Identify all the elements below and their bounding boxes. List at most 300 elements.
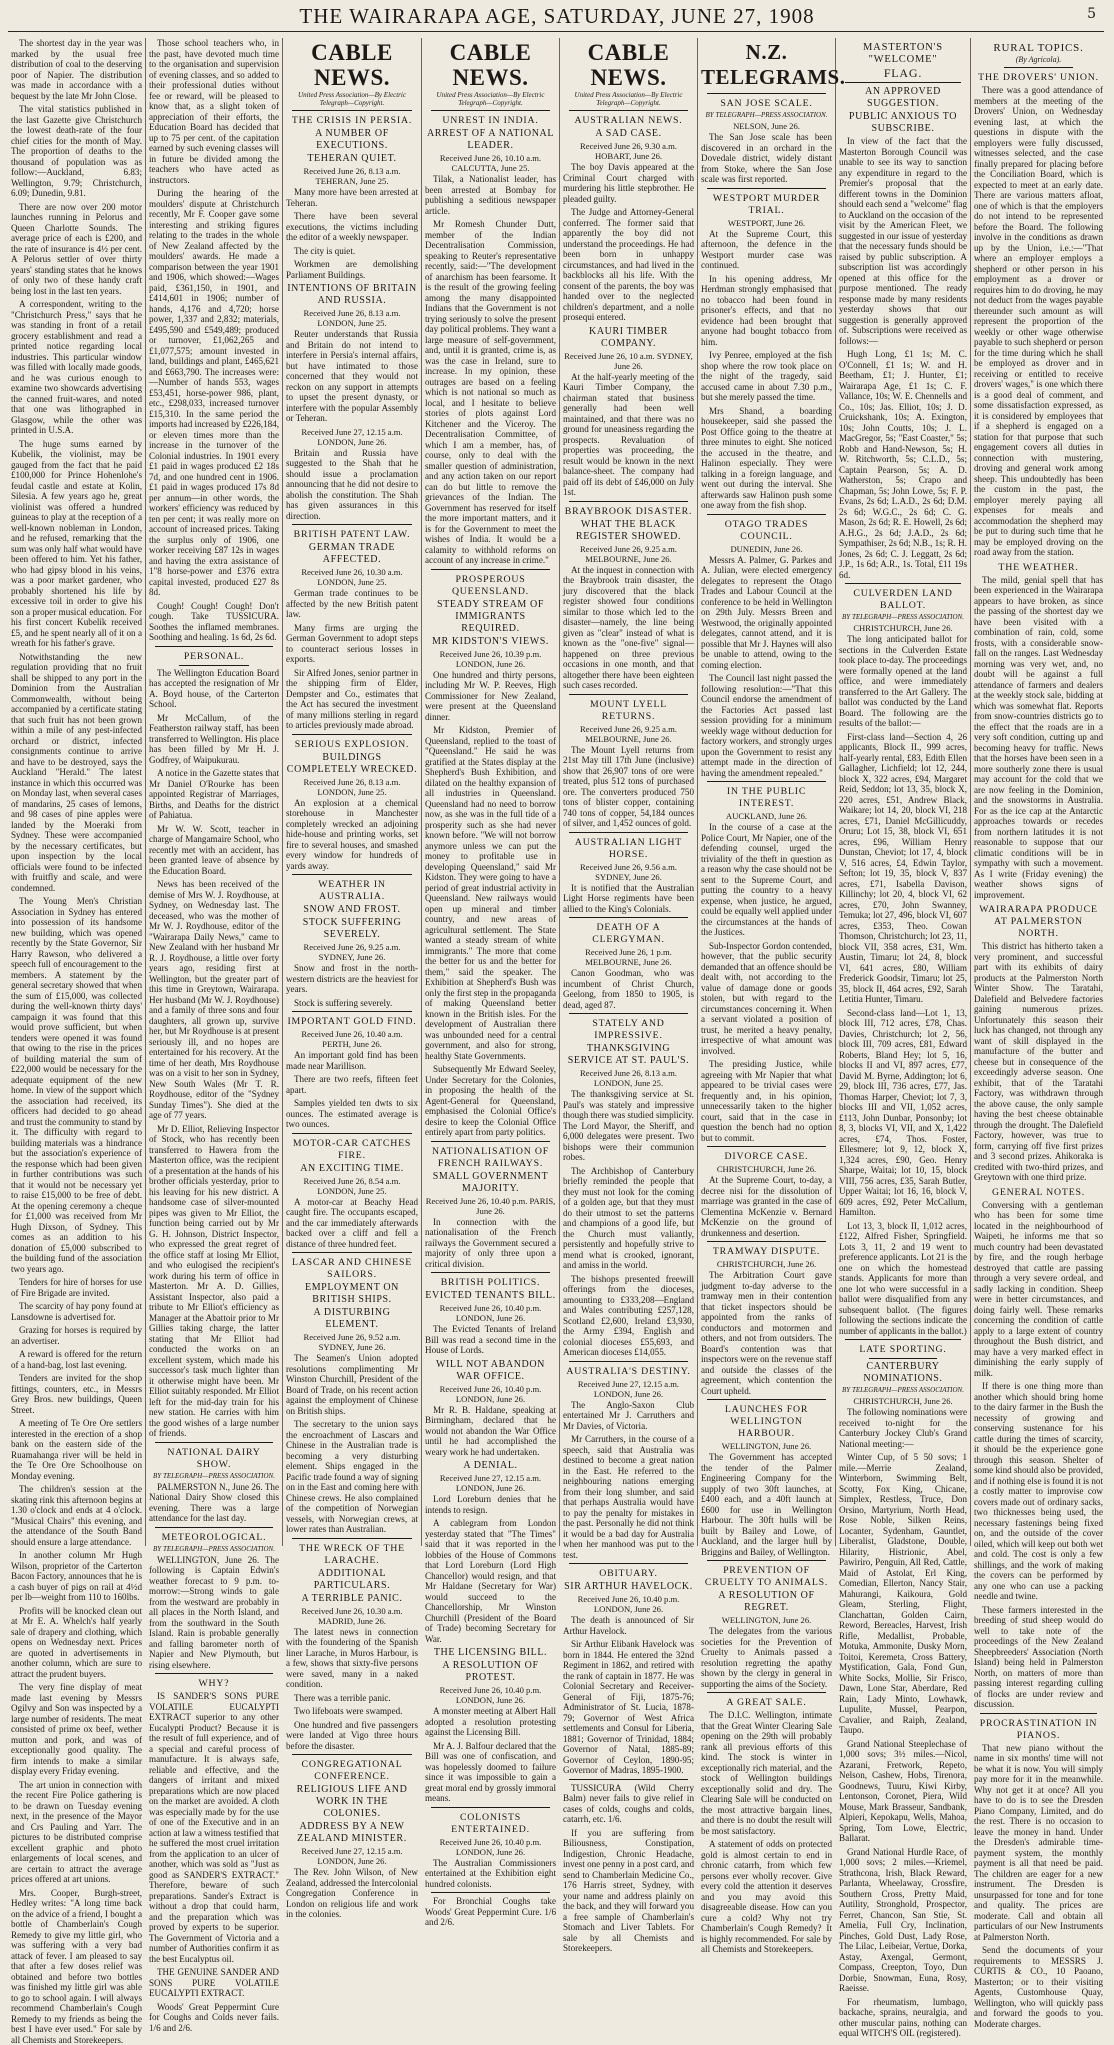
subheading: BUILDINGS COMPLETELY WRECKED. bbox=[286, 752, 418, 776]
section-heading: AUSTRALIAN NEWS. bbox=[563, 115, 694, 127]
paragraph: Tenders are invited for the shop fittings, counters, etc., in Messrs Grey Bros. new buildings, Queen Street. bbox=[11, 1373, 142, 1415]
newspaper-title: THE WAIRARAPA AGE, SATURDAY, JUNE 27, 1908 bbox=[0, 4, 1114, 29]
section-heading: THE WEATHER. bbox=[974, 562, 1103, 574]
section-heading: TRAMWAY DISPUTE. bbox=[701, 1246, 832, 1258]
paragraph: German trade continues to be affected by the new British patent law. bbox=[286, 588, 418, 620]
paragraph: Tenders for hire of horses for use of Fire Brigade are invited. bbox=[11, 1277, 142, 1298]
divider bbox=[569, 917, 688, 918]
paragraph: There are now over 200 motor launches running in Pelorus and Queen Charlotte Sounds. The average price of each is £200, and the rate of insurance is 4½ per cent. A Pelorus settler of over thirty years' standing states that he knows of only two of these handy craft being lost in the last ten years. bbox=[11, 202, 142, 297]
section-heading: BRITISH PATENT LAW. bbox=[286, 529, 418, 541]
paragraph: News has been received of the demise of Mrs W. J. Roydhouse, at Sydney, on Wednesday last. The deceased, who was the mother of Mr W. J. Roydhouse, editor of the "Wairarapa Daily News," came to New Zealand with her husband Mr R. J. Roydhouse, a little over forty years ago, residing first at Wellington, but the greater part of this time in Greytown, Wairarapa. Her husband (Mr W. J. Roydhouse) and a family of three sons and four daughters, all grown up, survive her, but Mr Roydhouse is at present seriously ill, and no hopes are entertained for his recovery. At the time of her death, Mrs Roydhouse was on a visit to her son in Sydney, New South Wales (Mr T. R. Roydhouse, editor of the "Sydney Sunday Times"). She died at the age of 77 years. bbox=[149, 879, 279, 1121]
advertisement: IS SANDER'S SONS PURE VOLATILE EUCALYPTI EXTRACT superior to any other Eucalypti Product? Because it is the result of full experience, and of a special and careful process of manufacture. It is always safe, reliable and effective, and the dangers of irritant and mixed preparations which are now placed on the market are avoided. A cloth was especially made by for the use of one of the Executive and in an action at law a witness testified that he suffered the most cruel irritation from the application to an ulcer of another, which was sold as "Just as good as SANDER'S EXTRACT." Therefore, beware of such preparations. Sander's Extract is without a drop that could harm, and the preparation which was proved by experts to be superior. The Government of Victoria and a number of Authorities confirm it as the best Eucalyptus oil. bbox=[149, 1691, 279, 1964]
dateline: CHRISTCHURCH, June 26. bbox=[701, 1259, 832, 1269]
divider bbox=[845, 583, 961, 584]
paragraph: The latest news in connection with the foundering of the Spanish liner Larache, in Muros Harbour, is a few, shows that sixty-five persons were saved, many in a naked condition. bbox=[286, 1627, 418, 1690]
dateline: Received June 26, 1 p.m. MELBOURNE, June 26. bbox=[563, 947, 694, 967]
divider bbox=[707, 93, 826, 94]
paragraph: At the inquest in connection with the Braybrook train disaster, the jury discovered that the black register showed four conditions similar to those which led to the disaster—namely, the line being given as "clear" instead of what is known as the "one-five" signal—happened on three previous occasions in one month, and that altogether there have been eighteen such cases recorded. bbox=[563, 565, 694, 691]
paragraph: Canon Goodman, who was incumbent of Christ Church, Geelong, from 1850 to 1905, is dead, aged 87. bbox=[563, 968, 694, 1010]
paragraph: Samples yielded ten dwts to six ounces. The estimated average is two ounces. bbox=[286, 1098, 418, 1130]
subheading: SMALL GOVERNMENT MAJORITY. bbox=[425, 1171, 556, 1195]
paragraph: At the Supreme Court, this afternoon, the defence in the Westport murder case was continued. bbox=[701, 229, 832, 271]
paragraph: Reuter understands that Russia and Britain do not intend to interfere in Persia's internal affairs, but have intimated to those concerned that they would not reckon on any support in attempts to upset the present dynasty, or interfere with the popular Assembly or Teheran. bbox=[286, 329, 418, 424]
divider bbox=[155, 1442, 273, 1443]
section-heading: CONGREGATIONAL CONFERENCE. bbox=[286, 1759, 418, 1783]
paragraph: The vital statistics published in the last Gazette give Christchurch the lowest death-rate of the four chief cities for the month of May. The proportion of deaths to the thousand of population was as follow:—Auckland, 6.83; Wellington, 9.79; Christchurch, 6.09; Dunedin, 9.81. bbox=[11, 104, 142, 199]
section-heading: OTAGO TRADES COUNCIL. bbox=[701, 519, 832, 543]
section-heading: OBITUARY. bbox=[563, 1568, 694, 1580]
advertisement: For rheumatism, lumbago, backache, sprains, neuralgia, and other muscular pains, nothing can equal WITCH'S OIL (registered). bbox=[839, 1997, 967, 2039]
paragraph: Notwithstanding the new regulation providing that no fruit shall be shipped to any port in the Dominion from the Australian Commonwealth, without being accompanied by a certificate stating that such fruit has not been grown within a mile of any pest-infected orchard or district, infected consignments continue to arrive and have to be destroyed, says the Auckland "Herald." The latest instance in which this occurred was on Monday last, when several cases of mandarins, 25 cases of lemons, and 98 cases of pine apples were landed by the Moeraki from Sydney. These were accompanied by the necessary certificates, but upon inspection by the local officials were found to be infected with fruitfly and scale, and were condemned. bbox=[11, 652, 142, 894]
paragraph: The Wellington Education Board has accepted the resignation of Mr A. Boyd house, of the Carterton School. bbox=[149, 668, 279, 710]
paragraph: Mr R. B. Haldane, speaking at Birmingham, declared that he would not abandon the War Office until he had accomplished the weary work he had undertaken. bbox=[425, 1405, 556, 1458]
masthead-rule bbox=[8, 31, 1104, 32]
paragraph: Lot 13, 3, block II, 1,012 acres, £122, Alfred Fisher, Springfield. Lots 3, 11, 2 and 19 went to preference applicants. Lot 21 is the one on which the homestead stands. Applicants for more than one lot who were successful in a ballot were disqualified from any subsequent ballot. (The figures following the sections indicate the number of applicants in the ballot.) bbox=[839, 1221, 967, 1337]
section-heading: AUSTRALIA'S DESTINY. bbox=[563, 1366, 694, 1378]
advertisement: A statement of odds on protected gold is almost certain to end in chronic catarrh, from which few persons ever wholly recover. Give every cold the attention it deserves and you may avoid this disagreeable disease. How can you cure a cold? Why not try Chamberlain's Cough Remedy? It is highly recommended. For sale by all Chemists and Storekeepers. bbox=[701, 1839, 832, 1955]
paragraph: An explosion at a chemical storehouse in Manchester completely wrecked an adjoining hide-house and printing works, set fire to several houses, and smashed every window for hundreds of yards away. bbox=[286, 798, 418, 872]
paragraph: The children's session at the skating rink this afternoon begins at 1.30 o'clock and ends at 4 o'clock. "Musical Chairs" this evening, and the attendance of the South Band should ensure a large attendance. bbox=[11, 1484, 142, 1547]
subheading: A DENIAL. bbox=[425, 1460, 556, 1472]
paragraph: Tilak, a Nationalist leader, has been arrested at Bombay for publishing a seditious newspaper article. bbox=[425, 174, 556, 216]
ad-heading: PROCRASTINATION IN PIANOS. bbox=[974, 1718, 1103, 1742]
divider bbox=[292, 1133, 412, 1134]
dateline: Received June 26, 9.52 a.m. SYDNEY, June 26. bbox=[286, 1332, 418, 1352]
column-2 bbox=[146, 38, 283, 1546]
paragraph: There was a good attendance of members at the meeting of the Drovers' Union, on Wednesday evening last, at which the questions in dispute with the employers were fully discussed, witnesses selected, and the case finally prepared for placing before the Conciliation Board, which is expected to meet at an early date. There are various matters afloat, one of which is that the employers do not intend to be represented before the Board. The following involve in the conditions as drawn up by the Union, i.e.:—"That where an employer employs a shepherd or other person in his employment as a drover or requires him to do droving, he may not deduct from the wages payable thereunder such amount as will represent the proportion of the weekly or other wage otherwise payable to such shepherd or person for the time during which he shall be employed as drover and in receiving or entitled to receive drovers' wages," is one which there is a good deal of comment, and some dissatisfaction expressed, as it is considered by employees that if a shepherd is engaged on a station for that purpose that such engagement covers all duties in connection with mustering, droving and general work among sheep. This undoubtedly has been the custom in the past, the employer merely paying all expenses for meals and accommodation the shepherd may be put to during such time that he may be employed droving on the road away from the station. bbox=[974, 85, 1103, 558]
paragraph: There have been several executions, the victims including the editor of a weekly newspaper. bbox=[286, 211, 418, 243]
dateline: DUNEDIN, June 26. bbox=[701, 544, 832, 554]
paragraph: A meeting of Te Ore Ore settlers interested in the erection of a shop bank on the eastern side of the Ruamahanga river will be held in the Te Ore Ore Schoolhouse on Monday evening. bbox=[11, 1418, 142, 1481]
subheading: EMPLOYMENT ON BRITISH SHIPS. bbox=[286, 1282, 418, 1306]
advertisement: For Bronchial Coughs take Woods' Great Peppermint Cure. 1/6 and 2/6. bbox=[425, 1896, 556, 1928]
subheading: RELIGIOUS LIFE AND WORK IN THE COLONIES. bbox=[286, 1784, 418, 1820]
section-heading: BRITISH POLITICS. bbox=[425, 1277, 556, 1289]
paragraph: The scarcity of hay pony found at Lansdowne is advertised for. bbox=[11, 1301, 142, 1322]
dateline: Received June 26, 10.30 a.m. MADRID, June 26. bbox=[286, 1606, 418, 1626]
divider bbox=[179, 665, 249, 666]
section-heading: UNREST IN INDIA. bbox=[425, 115, 556, 127]
paragraph: In view of the fact that the Masterton Borough Council was unable to see its way to sanction any expenditure in regard to the Premier's proposal that the different towns in the Dominion should each send a "welcome" flag to Auckland on the occasion of the visit by the American Fleet, we suggested in our issue of yesterday that the necessary funds should be raised by public subscription. A subscription list was accordingly opened at this office for the purpose mentioned. The ready response made by many residents yesterday shows that our suggestion is generally approved of. Subscriptions were received as follows:— bbox=[839, 136, 967, 346]
divider bbox=[707, 781, 826, 782]
dateline: AUCKLAND, June 26. bbox=[701, 811, 832, 821]
dateline: Received June 26, 8.13 a.m. LONDON, June 25. bbox=[286, 777, 418, 797]
paragraph: At the Supreme Court, to-day, a decree nisi for the dissolution of marriage was granted in the case of Clementina McKenzie v. Bernard McKenzie on the ground of drunkenness and desertion. bbox=[701, 1175, 832, 1238]
cable-news-masthead: CABLE NEWS. bbox=[563, 40, 694, 90]
paragraph: The delegates from the various societies for the Prevention of Cruelty to Animals passed a resolution regretting the apathy shown by the clergy in general in supporting the aims of the Society. bbox=[701, 1626, 832, 1689]
subheading: SIR ARTHUR HAVELOCK. bbox=[563, 1581, 694, 1593]
paragraph: The city is quiet. bbox=[286, 246, 418, 257]
divider bbox=[431, 110, 550, 111]
paragraph: PALMERSTON N., June 26. The National Dairy Show closed this evening. There was a large attendance for the last day. bbox=[149, 1482, 279, 1524]
subheading: PUBLIC ANXIOUS TO SUBSCRIBE. bbox=[839, 111, 967, 135]
paragraph: First-class land—Section 4, 26 applicants, Block II., 999 acres, half-yearly rental, £83, Edith Ellen Gallagher, Lichfield; lot 12, 244, block X, 322 acres, £94, Margaret Reid, Seddon; lot 13, 35, block X, 220 acres, £51, Andrew Black, Waikare; lot 14, 20, block VI, 218 acres, £71, Daniel McGillicuddy, Oruru; Lot 15, 38, block VI, 651 acres, £96, William Henry Dunstan, Cheviot; lot 17, 4, block V, 516 acres, £4, Edwin Taylor, Sefton; lot 19, 35, block V, 837 acres, £71, Isabella Davison, Killinchy; lot 20, 4, block VI, 62 acres, £70, John Swanney, Temuka; lot 27, 496, block VI, 607 acres, £353, Theo. Cowan Thomson, Christchurch; lot 23, 11, block VII, 358 acres, £31, Wm. Austin, Timaru; lot 24, 8, block VI, 641 acres, £80, William Frederick Goodsir, Timaru; lot 25, 35, block II, 464 acres, £92, Sarah Letitia Hunter, Timaru. bbox=[839, 732, 967, 1005]
section-heading: GENERAL NOTES. bbox=[974, 1187, 1103, 1199]
subheading: KAURI TIMBER COMPANY. bbox=[563, 326, 694, 350]
divider bbox=[569, 694, 688, 695]
dateline: WELLINGTON, June 26. bbox=[701, 1441, 832, 1451]
dateline: CHRISTCHURCH, June 26. bbox=[839, 1396, 967, 1406]
paragraph: Second-class land—Lot 1, 13, block III, 712 acres, £78, Chas. Davies, Christchurch; lot 2, 56, block III, 709 acres, £81, Edward Roberts, Bland Hey; lot 5, 16, blocks II and VI, 897 acres, £77, David M. Byrne, Addington; lot 6, 29, block III, 736 acres, £77, Jas. Thomas Harper, Cheviot; lot 7, 3, blocks III and VII, 1,052 acres, £113, John Dunbar, Ponsonby; lot 8, 3, blocks VI, VII, and X, 1,422 acres, £74, Thos. Foster, Ellesmere; lot 9, 12, block X, 1,324 acres, £90, Geo. Henry Sharpe, Waitai; lot 10, 15, block VIII, 756 acres, £35, Sarah Butler, Upper Waitai; lot 16, 16, block V, 609 acres, £92, Peter McCallum, Hamilton. bbox=[839, 1008, 967, 1218]
paragraph: Grand National Steeplechase of 1,000 sovs; 3½ miles.—Nicol, Azarani, Fretwork, Repeto, Nelson, Cashew, Hobs, Tirenora, Goodnews, Tuuru, Kiwi Kirby, Lentonson, Coronet, Piera, Wild Mouse, Mark Brasseur, Sandbank, Alpieri, Kepokapu, Wells, Mahoa, Spring, Tom Lowe, Electric, Ballarat. bbox=[839, 1739, 967, 1844]
section-heading: LASCAR AND CHINESE SAILORS. bbox=[286, 1257, 418, 1281]
divider bbox=[431, 1807, 550, 1808]
paragraph: The Government has accepted the tender of the Palmer Engineering Company for the supply of two 30ft launches, at £400 each, and a 40ft launch at £600 for use in Wellington Harbour. The 30ft hulls will be built by Bailey and Lowe, of Auckland, and the larger hull by Briggins and Bailey, of Wellington. bbox=[701, 1452, 832, 1557]
paragraph: The San Jose scale has been discovered in an orchard in the Dovedale district, widely distant from Stoke, where the San Jose scale was first reported. bbox=[701, 132, 832, 185]
paragraph: The boy Davis appeared at the Criminal Court charged with murdering his little stepbrother. He pleaded guilty. bbox=[563, 162, 694, 204]
masthead bbox=[0, 0, 1114, 32]
paragraph: WELLINGTON, June 26. The following is Captain Edwin's weather forecast to 9 p.m. to-morrow:—Strong winds to gale from the westward are probably in all places in the North Island, and from the southward in the South Island. Rain is probable generally and falling barometer north of Napier and New Plymouth, but rising elsewhere. bbox=[149, 1555, 279, 1671]
dateline: Received June 26, 9.25 a.m. MELBOURNE, June 26. bbox=[563, 724, 694, 744]
section-heading: THE DROVERS' UNION. bbox=[974, 72, 1103, 84]
divider bbox=[980, 1713, 1097, 1714]
ad-heading: WHY? bbox=[149, 1678, 279, 1690]
dateline: Received June 27, 12.15 a.m. LONDON, June 26. bbox=[286, 427, 418, 447]
paragraph: Ivy Penree, employed at the fish shop where the row took place on the night of the tragedy, said accused came in about 7.30 p.m., but she merely passed the time. bbox=[701, 350, 832, 403]
paragraph: Mr Carruthers, in the course of a speech, said that Australia was destined to become a great nation in the East. He referred to the neighbouring nations emerging from their long slumber, and said that perhaps Australia would have to pay the penalty for mistakes in the past. Personally he did not think it would be a bad day for Australia when her manhood was put to the test. bbox=[563, 1434, 694, 1560]
divider bbox=[707, 1241, 826, 1242]
nz-telegrams-masthead: N.Z. TELEGRAMS. bbox=[701, 40, 832, 90]
paragraph: Those school teachers who, in the past, have devoted much time to the organisation and supervision of evening classes, and so added to their professional duties without fee or reward, will be pleased to know that, as a slight token of appreciation of their efforts, the Education Board has decided that up to 75 per cent. of the capitation earned by such evening classes will in future be divided among the teachers who have acted as instructors. bbox=[149, 38, 279, 185]
paragraph: The Young Men's Christian Association in Sydney has entered into possession of its handsome new building, which was opened recently by the State Governor, Sir Harry Rawson, who delivered a speech full of encouragement to the members. A statement by the general secretary showed that when the sum of £15,000, was collected during the well-known thirty days' campaign it was found that this would prove sufficient, but when tenders were opened it was found that owing to the rise in the prices of building material the sum of £22,000 would be necessary for the adequate equipment of the new home. In view of the support which the association had received, its officers had decided to go ahead and trust the community to stand by it. The difficulty with regard to building materials was a hindrance but the association's experience of the response which had been given in further contributions was such that it would not be necessary yet to raise £15,000 to be free of debt. At the opening ceremony a cheque for £1,000 was received from Mr Hugh Dixson, of Sydney. This comes as an addition to his donation of £5,000 subscribed to the building fund of the association two years ago. bbox=[11, 896, 142, 1274]
paragraph: A monster meeting at Albert Hall adopted a resolution protesting against the Licensing Bill. bbox=[425, 1706, 556, 1738]
paragraph: Sub-Inspector Gordon contended, however, that the public security demanded that an offence should be dealt with, not according to the value of damage done or goods stolen, but with regard to the circumstances concerning it. When a servant violated a position of trust, he merited a heavy penalty, irrespective of what amount was involved. bbox=[701, 941, 832, 1057]
paragraph: A correspondent, writing to the "Christchurch Press," says that he was standing in front of a retail grocery establishment and read a printed notice regarding local industries. This particular window was filled with locally made goods, and he was curious enough to examine two showcards advertising the canned fruit-wares, and noted that one was lithographed in Glasgow, while the other was printed in U.S.A. bbox=[11, 299, 142, 436]
paragraph: Conversing with a gentleman who has been for some time located in the neighbourhood of Waipeti, he informs me that so much country had been devastated by fire, and the rough herbage destroyed that cattle are passing through a very severe ordeal, and sadly lacking in condition. Sheep were in better circumstances, and doing fairly well. These remarks concerning the condition of cattle apply to a large extent of country throughout the Bush district, and may have a very marked effect in diminishing the early supply of milk. bbox=[974, 1200, 1103, 1379]
divider bbox=[707, 188, 826, 189]
section-heading: PERSONAL. bbox=[149, 651, 279, 663]
divider bbox=[431, 1272, 550, 1273]
dateline: Received June 26, 10.30 a.m. LONDON, June 25. bbox=[286, 567, 418, 587]
paragraph: Messrs A. Palmer, G. Parkes and A. Julian, were elected emergency delegates to represent the Otago Trades and Labour Council at the conference to be held in Wellington on 29th July. Messrs Breen and Westwood, the originally appointed delegates, cannot attend, and it is possible that Mr J. Haynes will also be unable to attend, owing to the coming election. bbox=[701, 555, 832, 671]
divider bbox=[569, 1361, 688, 1362]
divider bbox=[155, 1527, 273, 1528]
dateline: Received June 27, 12.15 a.m. LONDON, June 26. bbox=[425, 1473, 556, 1493]
paragraph: Mr D. Elliot, Relieving Inspector of Stock, who has recently been transferred to Hawera from the Masterton office, was the recipient of a presentation at the hands of his brother officials yesterday, prior to his leaving for his new district. A handsome case of silver-mounted pipes was given to Mr Elliot, the function being carried out by Mr G. H. Johnson, District Inspector, who expressed the great regret of the office staff at losing Mr Elliot, and who eulogised the recipient's work during his term of office in Masterton. Mr A. D. Gillies, Assistant Inspector, also paid a tribute to Mr Elliot's efficiency as Manager at the Abattoir prior to Mr Gillies taking charge, the latter stating that Mr Elliot had conducted the works on an excellent system, which made his successor's task much lighter than it otherwise might have been. Mr Elliot suitably responded. Mr Elliot left for the mid-day train for his new station. He carries with him the good wishes of a large number of friends. bbox=[149, 1124, 279, 1439]
subheading: A RESOLUTION OF REGRET. bbox=[701, 1590, 832, 1614]
dateline: Received June 26, 9.25 a.m. MELBOURNE, June 26. bbox=[563, 544, 694, 564]
column-5 bbox=[560, 38, 698, 1546]
paragraph: Mr Romesh Chunder Dutt, member of the Indian Decentralisation Commission, speaking to Reuter's representative recently, said:—"The development of anarchism has been fearsome. It is the result of the growing feeling among the many disappointed Indians that the Government is not trying seriously to solve the present day political problems. They want a large measure of self-government, and, until it is granted, crime is, as was the case in Ireland, sure to increase. In my opinion, these outrages are based on a feeling which is not national so much as local, and I hesitate to believe stories of plots against Lord Kitchener and the Viceroy. The Decentralisation Committee, of which I am a member, has, of course, only to deal with the smaller question of administration, and any action taken on our report can do but little to remove the grievances of the Indian. The Government has reserved for itself the more important matters, and it is for the Government to meet the wishes of India. It would be a calamity to withhold reforms on account of any increase in crime." bbox=[425, 219, 556, 566]
divider bbox=[431, 1892, 550, 1893]
subheading: AN EXCITING TIME. bbox=[286, 1163, 418, 1175]
divider bbox=[569, 501, 688, 502]
paragraph: The Judge and Attorney-General conferred. The former said that apparently the boy did not understand the proceedings. He had been born in unhappy circumstances, and had lived in the backblocks all his life. With the consent of the parents, the boy was handed over to the neglected children's department, and a nolle prosequi entered. bbox=[563, 207, 694, 323]
section-heading: THE WRECK OF THE LARACHE. bbox=[286, 1543, 418, 1567]
divider bbox=[569, 1013, 688, 1014]
dateline: Received June 26, 8.13 a.m. TEHERAN, June 25. bbox=[286, 166, 418, 186]
section-heading: A GREAT SALE. bbox=[701, 1697, 832, 1709]
paragraph: The thanksgiving service at St. Paul's was stately and impressive though there was studied simplicity. The Lord Mayor, the Sheriff, and 6,000 delegates were present. Two bishops were their communion robes. bbox=[563, 1089, 694, 1163]
cable-news-masthead: CABLE NEWS. bbox=[286, 40, 418, 90]
subheading: SNOW AND FROST. bbox=[286, 904, 418, 916]
subheading: ADDITIONAL PARTICULARS. bbox=[286, 1568, 418, 1592]
paragraph: A notice in the Gazette states that Mr Daniel O'Rourke has been appointed Registrar of Marriages, Births, and Deaths for the district of Pahiatua. bbox=[149, 768, 279, 821]
paragraph: The Australian Commissioners entertained at the Exhibition eight hundred colonists. bbox=[425, 1858, 556, 1890]
advertisement: Send the documents of your requirements to MESSRS J. CURTIS & CO., 10 Paoano, Masterton; or to their visiting Agents, Customhouse Quay, Wellington, who will quickly pass and forward the goods to you. Moderate charges. bbox=[974, 1945, 1103, 2029]
section-heading: DIVORCE CASE. bbox=[701, 1151, 832, 1163]
dateline: Received June 26, 10.10 a.m. CALCUTTA, June 25. bbox=[425, 153, 556, 173]
paragraph: A cablegram from London yesterday stated that "The Times" said that it was reported in the lobbies of the House of Commons that Lord Loreburn (Lord High Chancellor) would resign, and that Mr Haldane (Secretary for War) would succeed to the Chancellorship, Mr Winston Churchill (President of the Board of Trade) becoming Secretary for War. bbox=[425, 1518, 556, 1644]
dateline: Received June 26, 10.40 p.m. LONDON, June 26. bbox=[563, 1594, 694, 1614]
paragraph: The Evicted Tenants of Ireland Bill was read a second time in the House of Lords. bbox=[425, 1324, 556, 1356]
paragraph: Profits will be knocked clean out at Mr E. A. Whelch's half yearly sale of drapery and clothing, which opens on Wednesday next. Prices are quoted in advertisements in another column, which are sure to attract the prudent buyers. bbox=[11, 1606, 142, 1680]
divider bbox=[707, 1146, 826, 1147]
paragraph: The Council last night passed the following resolution:—"That this Council endorse the amendment of the Factories Act passed last session providing for a minimum weekly wage without deduction for factory workers, and strongly urges upon the Government to resist any attempt made in the direction of having the amendment repealed." bbox=[701, 673, 832, 778]
paragraph: Workmen are demolishing Parliament Buildings. bbox=[286, 259, 418, 280]
paragraph: In the course of a case at the Police Court, Mr Napier, one of the defending counsel, urged the triviality of the theft in question as a reason why the case should not be sent to the Supreme Court, and putting the country to a heavy expense, when justice, he argued, could be equally well applied under the circumstances at the hands of the Justices. bbox=[701, 822, 832, 938]
subscription-list: Hugh Long, £1 1s; M. C. O'Connell, £1 1s; W. and H. Beetham, £1; J. Hunter, £1; Wairarapa Age, £1 1s; C. F. Vallance, 10s; W. E. Chennells and Co., 10s; Jas. Elliot, 10s; J. D. Cruickshank, 10s; A. Exington, 10s; John Coutts, 10s; J. L. MacGregor, 5s; "East Coaster," 5s; Robb and Hand-Newson, 5s; H. W. Ritchworth, 5s; C.L.D., 5s; Captain Pearson, 5s; A. D. Watherston, 5s; Crapo and Chapman, 5s; John Lowe, 5s; F. P. Evans, 2s 6d; L.A.D., 2s 6d; D.M. 2s 6d; W.G.C., 2s 6d; C. G. Mason, 2s 6d; R. E. Howell, 2s 6d; A.H.G., 2s 6d; J.A.D., 2s 6d; Sympathiser, 2s 6d; N.B., 1s; R. H. Jones, 2s 6d; C. J. Leggatt, 2s 6d; J.P., 1s 6d; A.R., 1s. Total, £11 19s 6d. bbox=[839, 349, 967, 580]
subheading: WILL NOT ABANDON WAR OFFICE. bbox=[425, 1359, 556, 1383]
rural-topics-headline: RURAL TOPICS. bbox=[974, 42, 1103, 54]
paragraph: At the half-yearly meeting of the Kauri Timber Company, the chairman stated that business generally had been well maintained, and that there was no ground for uneasiness regarding the prospects. Revaluation of properties was proceeding, the result would be known in the next balance-sheet. The company had paid off its debt of £46,000 on July 1st. bbox=[563, 372, 694, 498]
column-1 bbox=[8, 38, 146, 1546]
divider bbox=[1004, 67, 1073, 68]
subheading: EVICTED TENANTS BILL. bbox=[425, 1290, 556, 1302]
paragraph: The long anticipated ballot for sections in the Culverden Estate took place to-day. The proceedings were formally opened at the land office, and were immediately transferred to the Art Gallery. The ballot was conducted by the Land Board. The following are the results of the ballot:— bbox=[839, 634, 967, 729]
column-4 bbox=[422, 38, 560, 1546]
paragraph: This district has hitherto taken a very prominent, and successful part with its exhibits of dairy products at the Palmerston North Winter Show. The Taratahi, Dalefield and Belvedere factories gaining numerous prizes. Unfortunately this season their luck has changed, not through any want of skill displayed in the manufacture of the butter and cheese but in consequence of the exceedingly adverse season. One exhibit, that of the Taratahi Factory, was withdrawn through the above cause, the only sample having the best cheese obtainable through the drought. The Dalefield Factory, however, was true to form, carrying off five first prizes and 3 second prizes. Ahikoraka is credited with two-third prizes, and Greytown with one third prize. bbox=[974, 941, 1103, 1183]
subheading: A NUMBER OF EXECUTIONS. bbox=[286, 128, 418, 152]
dateline: Received June 26, 10 a.m. SYDNEY, June 26. bbox=[563, 351, 694, 371]
page-number: 5 bbox=[1087, 6, 1096, 22]
dateline: Received June 26, 8.54 a.m. LONDON, June 25. bbox=[286, 1176, 418, 1196]
section-heading: STATELY AND IMPRESSIVE. bbox=[563, 1018, 694, 1042]
subheading: GERMAN TRADE AFFECTED. bbox=[286, 542, 418, 566]
column-6 bbox=[698, 38, 836, 1546]
paragraph: Winter Cup, of 5 50 sovs; 1 mile.—Merrie Zealand, Winterborn, Swimming Belt, Scotty, Fox King, Chicane, Simplex, Restless, Truce, Don Orsino, Martyrium, North Head, Rose Noble, Silken Reins, Locanter, Sydenham, Gauntlet, Liberalist, Gladstone, Double, Hilarity, Histrionic, Abel, Pawiriro, Penguin, All Red, Cattle, Maid of Astolat, Erl King, Comedian, Ellerton, Nancy Stair, Mahurangi, Kaikoura, Gold Gleam, Sterling, Flight, Clanchattan, Golden Cairn, Reword, Bereacles, Harvest, Irish Rifle, Medallist, Probable, Motuka, Ammonite, Dusky Morn, Toitoi, Keremeta, Cross Battery, Mystification, Gala, Fond Gun, White Socks, Mollie, Sir Frisco, Dawn, Lone Star, Aberdare, Red Rain, Lady Minto, Lowhawk, Lupulite, Mussel, Pearpon, Cavalier, and Raiph, Zealand, Taupo. bbox=[839, 1452, 967, 1736]
column-7 bbox=[836, 38, 971, 1546]
subheading: A RESOLUTION OF PROTEST. bbox=[425, 1660, 556, 1684]
paragraph: These farmers interested in the breeding of stud sheep would do well to take note of the proceedings of the New Zealand Sheepbreeders' Association (North Island) being held in Palmerston North, on matters of more than passing interest regarding culling of flocks are under review and discussion. bbox=[974, 1605, 1103, 1710]
byline: (By Agricola). bbox=[974, 55, 1103, 65]
paragraph: Mr W. W. Scott, teacher in charge of Mangamaire School, who recently met with an accident, has been granted leave of absence by the Education Board. bbox=[149, 824, 279, 877]
section-heading: THE CRISIS IN PERSIA. bbox=[286, 115, 418, 127]
section-heading: NATIONALISATION OF FRENCH RAILWAYS. bbox=[425, 1146, 556, 1170]
paragraph: The Anglo-Saxon Club entertained Mr J. Carruthers and Mr Davies, of Victoria. bbox=[563, 1400, 694, 1432]
paragraph: The following nominations were received to-night for the Canterbury Jockey Club's Grand National meeting:— bbox=[839, 1407, 967, 1449]
dateline: Received June 26, 10.40 a.m. PERTH, June 26. bbox=[286, 1029, 418, 1049]
dateline: Received June 27, 12.15 a.m. LONDON, June 26. bbox=[286, 1846, 418, 1866]
paragraph: The Mount Lyell returns from 21st May till 17th June (inclusive) show that 26,907 tons of ore were treated, plus 512 tons of purchased ore. The converters produced 750 tons of blister copper, containing 740 tons of copper, 54,184 ounces of silver, and 1,452 ounces of gold. bbox=[563, 745, 694, 829]
paragraph: The very fine display of meat made last evening by Messrs Ogilvy and Son was inspected by a large number of residents. The meat consisted of prime ox beef, wether mutton and pork, and was of exceptionally good quality. The firm intends to make a similar display every Friday evening. bbox=[11, 1682, 142, 1777]
section-heading: MOTOR-CAR CATCHES FIRE. bbox=[286, 1138, 418, 1162]
section-heading: DEATH OF A CLERGYMAN. bbox=[563, 922, 694, 946]
subheading: A SAD CASE. bbox=[563, 128, 694, 140]
divider bbox=[292, 1754, 412, 1755]
dateline: Received June 26, 10.40 p.m. PARIS, June 26. bbox=[425, 1196, 556, 1216]
section-heading: WAIRARAPA PRODUCE AT PALMERSTON NORTH. bbox=[974, 904, 1103, 940]
dateline: CHRISTCHURCH, June 26. bbox=[701, 1164, 832, 1174]
divider bbox=[292, 524, 412, 525]
divider bbox=[292, 734, 412, 735]
dateline: Received June 26, 8.13 a.m. LONDON, June 25. bbox=[563, 1068, 694, 1088]
dateline: Received June 27, 12.15 a.m. LONDON, June 26. bbox=[563, 1379, 694, 1399]
subheading: THE LICENSING BILL. bbox=[425, 1647, 556, 1659]
paragraph: The bishops presented freewill offerings from the dioceses, amounting to £333,208—England and Wales contributing £257,128, Scotland £2,600, Ireland £3,930, the Army £394, English and colonial dioceses £55,693, and American dioceses £14,055. bbox=[563, 1274, 694, 1358]
dateline: Received June 26, 9.30 a.m. HOBART, June 26. bbox=[563, 141, 694, 161]
section-heading: NATIONAL DAIRY SHOW. bbox=[149, 1447, 279, 1471]
paragraph: There was a terrible panic. bbox=[286, 1693, 418, 1704]
subheading: AN APPROVED SUGGESTION. bbox=[839, 86, 967, 110]
section-heading: MOUNT LYELL RETURNS. bbox=[563, 699, 694, 723]
section-heading: BRAYBROOK DISASTER. bbox=[563, 506, 694, 518]
wire-credit: United Press Association—By Electric Telegraph—Copyright. bbox=[286, 91, 418, 107]
advertisement: If you are suffering from Biliousness, Constipation, Indigestion, Chronic Headache, invest one penny in a post card, and send to Chamberlain Medicine Co., 176 Harris street, Sydney, with your name and address plainly on the back, and they will forward you a free sample of Chamberlain's Stomach and Liver Tablets. For sale by all Chemists and Storekeepers. bbox=[563, 1828, 694, 1954]
paragraph: If there is one thing more than another which should bring home to the dairy farmer in the Bush the necessity of growing and conserving sustenance for his cattle during the times of scarcity, it should be the experience gone through this season. Shelter of some kind should also be provided, and if nothing else is found it is not a costly matter to improvise cow covers made out of ordinary sacks, two thicknesses being used, the necessary fastenings being fixed on, and the outside of the cover oiled, which will keep out both wet and cold. The cost is only a few shillings, and the work of making the covers can be performed by any one who can use a packing needle and twine. bbox=[974, 1381, 1103, 1602]
subheading: MR KIDSTON'S VIEWS. bbox=[425, 636, 556, 648]
dateline: Received June 26, 10.39 p.m. LONDON, June 26. bbox=[425, 649, 556, 669]
advertisement: The D.I.C. Wellington, intimate that the Great Winter Clearing Sale opening on the 29th will probably rank all previous efforts of this kind. The stock is winter in exceptionally rich material, and the stock of Wellington buildings exceptionally solid and dry. The Clearing Sale will be conducted on the most attractive bargain lines, and there is no doubt the result will be most satisfactory. bbox=[701, 1710, 832, 1836]
dateline: NELSON, June 26. bbox=[701, 121, 832, 131]
subheading: TEHERAN QUIET. bbox=[286, 153, 418, 165]
divider bbox=[431, 569, 550, 570]
paragraph: The Arbitration Court gave judgment to-day adverse to the tramway men in their contention that ticket inspectors should be appointed from the ranks of conductors and motormen and others, and not from outsiders. The Board's contention was that inspectors were on the revenue staff and outside the classes of the agreement, which contention the Court upheld. bbox=[701, 1270, 832, 1396]
paragraph: The Archbishop of Canterbury briefly reminded the people that they must not look for the coming of a golden age, but that they must do their utmost to set the patterns and champions of a good life, but the Church must valiantly, persistently and hopefully strive to mend what is crooked, ignorant, and amiss in the world. bbox=[563, 1166, 694, 1271]
dateline: Received June 26, 10.40 p.m. LONDON, June 26. bbox=[425, 1837, 556, 1857]
divider bbox=[707, 514, 826, 515]
section-heading: IN THE PUBLIC INTEREST. bbox=[701, 786, 832, 810]
wire-credit: United Press Association—By Electric Telegraph—Copyright. bbox=[425, 91, 556, 107]
section-heading: WEATHER IN AUSTRALIA. bbox=[286, 879, 418, 903]
paragraph: During the hearing of the moulders' dispute at Christchurch recently, Mr F. Cooper gave some interesting and striking figures relating to the trades in the whole of New Zealand affected by the moulders' awards. He made a comparison between the year 1901 and 1906, which showed:—Wages paid, £361,150, in 1901, and £414,601 in 1906; number of hands, 4,176 and 4,720; horse power, 1,337 and 2,832; materials, £495,590 and £549,489; produced or turnover, £1,062,265 and £1,077,575; amount invested in land, buildings and plant, £465,621 and £663,790. The increases were:—Number of hands 553, wages £53,451, horse-power 986, plant, etc., £298,033, increased turnover £15,310. In the same period the imports had increased by £226,184, or eleven times more than the increase in the turnover of the Colonial industries. In 1901 every £1 paid in wages produced £2 18s 7d, and one hundred cent in 1906. £1 paid in wages produced 17s 8d per annum—in other words, the workers' efficiency was reduced by ten per cent; it was really more on account of increased prices. Taking the surplus only of 1906, one worker receiving £87 12s in wages and having the extra assistance of 1"8 horse-power and £376 extra capital invested, produced £27 8s 8d. bbox=[149, 188, 279, 598]
paragraph: Mrs Shand, a boarding housekeeper, said she passed the Post Office going to the theatre at three minutes to eight. She noticed the accused in the theatre, and Halinon especially. They were talking in a foreign language, and went out during the interval. She afterwards saw Halinon push some one away from the fish shop. bbox=[701, 406, 832, 511]
paragraph: Two lifeboats were swamped. bbox=[286, 1706, 418, 1717]
wire-credit: United Press Association—By Electric Telegraph—Copyright. bbox=[563, 91, 694, 107]
divider bbox=[845, 82, 961, 83]
paragraph: Many firms are urging the German Government to adopt steps to counteract serious losses in exports. bbox=[286, 623, 418, 665]
paragraph: In connection with the nationalisation of the French railways the Government secured a majority of only three upon a critical division. bbox=[425, 1217, 556, 1270]
paragraph: One hundred and thirty persons, including Mr W. P. Reeves, High Commissioner for New Zealand, were present at the Queensland dinner. bbox=[425, 670, 556, 723]
paragraph: It is notified that the Australian Light Horse regiments have been allied to the King's Colonials. bbox=[563, 883, 694, 915]
paragraph: The shortest day in the year was marked by the usual free distribution of coal to the deserving poor of Napier. The distribution was made in accordance with a bequest by the late Mr John Close. bbox=[11, 38, 142, 101]
flag-headline-2: FLAG. bbox=[839, 67, 967, 79]
paragraph: The art union in connection with the recent Fire Police gathering is to be drawn on Tuesday evening next, in the presence of the Mayor and Crs Pauling and Yarr. The pictures to be distributed comprise excellent graphic and photo enlargements of local scenes, and are certain to attract the average prices offered at art unions. bbox=[11, 1780, 142, 1885]
divider bbox=[869, 1358, 937, 1359]
advertisement: THE GENUINE SANDER AND SONS PURE VOLATILE EUCALYPTI EXTRACT. bbox=[149, 1967, 279, 1999]
paragraph: The death is announced of Sir Arthur Havelock. bbox=[563, 1615, 694, 1636]
subheading: INTENTIONS OF BRITAIN AND RUSSIA. bbox=[286, 283, 418, 307]
paragraph: Sir Alfred Jones, senior partner in the shipping firm of Elder, Dempster and Co., estimates that the Act has secured the investment of many millions sterling in regard to articles previously made abroad. bbox=[286, 668, 418, 731]
dateline: Received June 26, 9.56 a.m. SYDNEY, June 26. bbox=[563, 862, 694, 882]
section-heading: CULVERDEN LAND BALLOT. bbox=[839, 588, 967, 612]
wire-credit: BY TELEGRAPH—PRESS ASSOCIATION. bbox=[839, 1386, 967, 1394]
paragraph: The mild, genial spell that has been experienced in the Wairarapa appears to have broken, as since the passing of the shortest day we have been visited with a combination of rain, cold, some frosts, with a considerable snow-fall on the ranges. Last Wednesday morning was very wet, and, no doubt will be against a full attendance of farmers and dealers at the weekly stock sale, bidding at which was somewhat flat. Reports from snow-countries districts go to the effect that the roads are in a very soft condition, cutting up and becoming heavy for traffic. News that the horses have been seen in a more southerly zone there is usual may account for the cold that we are now feeling in the Dominion, and the snowstorms in Australia. For as the ice cap at the Antarctic approaches towards or recedes from northern latitudes it is not reasonable to suppose that our climatic conditions will be in sympathy with such a movement. As I write (Friday evening) the weather shows signs of improvement. bbox=[974, 575, 1103, 901]
paragraph: Sir Arthur Elibank Havelock was born in 1844. He entered the 32nd Regiment in 1862, and retired with the rank of captain in 1877. He was Colonial Secretary and Receiver-General of Fiji, 1875-76; Administrator of St. Lucia, 1878-79; Governor of West Africa settlements and Consul for Liberia, 1881; Governor of Trinidad, 1884; Governor of Natal, 1885-89; Governor of Ceylon, 1890-95; Governor of Madras, 1895-1900. bbox=[563, 1639, 694, 1776]
paragraph: Mr Kidston, Premier of Queensland, replied to the toast of "Queensland." He said he was gratified at the States display at the Shepherd's Bush Exhibition, and dilated on the healthy expansion of all industries in Queensland. Queensland had no need to borrow now, as she was in the full tide of a prosperity such as she had never known before. "We will not borrow anymore unless we can put the money to profitable use in developing Queensland," said Mr Kidston. They were going to have a period of great industrial activity in Queensland. New railways would open up mineral and timber country, and new areas of agricultural settlement. The State wanted a steady stream of white immigrants." The more that come the better for us and the better for them," said the speaker. The Exhibition at Shepherd's Bush was only the first step in the propaganda of making Queensland better known in the British isles. For the development of Australian there was unbounded need for a central government, and also for strong, healthy State Governments. bbox=[425, 725, 556, 1061]
divider bbox=[569, 832, 688, 833]
divider bbox=[292, 1252, 412, 1253]
subheading: STEADY STREAM OF IMMIGRANTS REQUIRED. bbox=[425, 599, 556, 635]
subheading: WHAT THE BLACK REGISTER SHOWED. bbox=[563, 519, 694, 543]
section-heading: PROSPEROUS QUEENSLAND. bbox=[425, 574, 556, 598]
section-heading: SERIOUS EXPLOSION. bbox=[286, 739, 418, 751]
section-heading: PREVENTION OF CRUELTY TO ANIMALS. bbox=[701, 1565, 832, 1589]
section-heading: AUSTRALIAN LIGHT HORSE. bbox=[563, 837, 694, 861]
divider bbox=[431, 1141, 550, 1142]
divider bbox=[707, 1399, 826, 1400]
section-heading: LATE SPORTING. bbox=[839, 1344, 967, 1356]
divider bbox=[707, 1692, 826, 1693]
divider bbox=[707, 1560, 826, 1561]
paragraph: The huge sums earned by Kubelik, the violinist, may be gauged from the fact that he paid £100,000 for Prince Hohenlohe's feudal castle and estate at Kolin, Silesia. A few years ago he, great violinist was offered a hundred guineas to play at the reception of a well-known nobleman in London, and he refused, remarking that the sum was only half what would have been offered to him. Yet his father, who had gipsy blood in his veins, was a poor market gardener, who probably shortened his life by excessive toil in order to give his son a proper musical education. For his first concert Kubelik received £5, and he spent nearly all of it on a wreath for his father's grave. bbox=[11, 439, 142, 649]
paragraph: Britain and Russia have suggested to the Shah that he should issue a proclamation announcing that he did not desire to abolish the constitution. The Shah has given assurances in this direction. bbox=[286, 448, 418, 522]
divider bbox=[292, 110, 412, 111]
paragraph: An important gold find has been made near Marillison. bbox=[286, 1050, 418, 1071]
divider bbox=[569, 1779, 688, 1780]
wire-credit: BY TELEGRAPH—PRESS ASSOCIATION. bbox=[701, 111, 832, 119]
subheading: CANTERBURY NOMINATIONS. bbox=[839, 1361, 967, 1385]
paragraph: A motor-car at Beachy Head caught fire. The occupants escaped, and the car immediately afterwards backed over a cliff and fell a distance of three hundred feet. bbox=[286, 1197, 418, 1250]
dateline: Received June 26, 10.40 p.m. LONDON, June 26. bbox=[425, 1384, 556, 1404]
divider bbox=[292, 1011, 412, 1012]
paragraph: In his opening address, Mr Herdman strongly emphasised that no tobacco had been found in prisoner's effects, and that no evidence had been brought that anyone had bought tobacco from him. bbox=[701, 274, 832, 348]
cable-news-masthead: CABLE NEWS. bbox=[425, 40, 556, 90]
dateline: Received June 26, 8.13 a.m. LONDON, June 25. bbox=[286, 308, 418, 328]
paragraph: Snow and frost in the north-western districts are the heaviest for years. bbox=[286, 963, 418, 995]
subheading: ADDRESS BY A NEW ZEALAND MINISTER. bbox=[286, 1821, 418, 1845]
paragraph: The presiding Justice, while agreeing with Mr Napier that what appeared to be trivial cases were frequently and, in his opinion, unnecessarily taken to the higher court, said that in the case in question the bench had no option but to commit. bbox=[701, 1059, 832, 1143]
column-3 bbox=[283, 38, 422, 1546]
paragraph: A reward is offered for the return of a hand-bag, lost last evening. bbox=[11, 1349, 142, 1370]
paragraph: Mrs. Cooper, Burgh-street, Hedley writes: "A long time back on the advice of a friend, I bought a bottle of Chamberlain's Cough Remedy to give my little girl, who was suffering with a very bad attack of fever. I am pleased to say that after a few doses relief was obtained and before two bottles was finished my little girl was able to go to school again. I will always recommend Chamberlain's Cough Remedy to my friends as being the best I have ever used." For sale by all Chemists and Storekeepers. bbox=[11, 1888, 142, 2045]
section-heading: LAUNCHES FOR WELLINGTON HARBOUR. bbox=[701, 1404, 832, 1440]
divider bbox=[292, 874, 412, 875]
dateline: Received June 26, 9.25 a.m. SYDNEY, June 26. bbox=[286, 942, 418, 962]
paragraph: Grand National Hurdle Race, of 1,000 sovs; 2 miles.—Kriemel, Strathcona, Irish, Black Reward, Parlanta, Wheelaway, Crossfire, Southern Cross, Pretty Maid, Autility, Stronghold, Prospector, Ferret, Chancon, San Stie, St. Amelia, Full Cry, Inclination, Pinches, Gold Dust, Lady Rose, The Lilac, Leibeiar, Vertue, Dorka, Astay, Axengal, Germont, Compass, Creepton, Toyo, Dun Dorbie, Snowman, Euna, Rosy, Raeisse. bbox=[839, 1847, 967, 1994]
divider bbox=[845, 1339, 961, 1340]
wire-credit: BY TELEGRAPH—PRESS ASSOCIATION. bbox=[149, 1472, 279, 1480]
divider bbox=[569, 1563, 688, 1564]
section-heading: SAN JOSE SCALE. bbox=[701, 98, 832, 110]
subheading: A DISTURBING ELEMENT. bbox=[286, 1307, 418, 1331]
section-heading: WESTPORT MURDER TRIAL. bbox=[701, 193, 832, 217]
advertisement: Woods' Great Peppermint Cure for Coughs and Colds never fails. 1/6 and 2/6. bbox=[149, 2002, 279, 2034]
paragraph: Stock is suffering severely. bbox=[286, 998, 418, 1009]
paragraph: One hundred and five passengers were landed at Vigo three hours before the disaster. bbox=[286, 1720, 418, 1752]
section-heading: COLONISTS ENTERTAINED. bbox=[425, 1812, 556, 1836]
paragraph: Lord Loreburn denies that he intends to resign. bbox=[425, 1494, 556, 1515]
paragraph: Mr McCallum, of the Featherston railway staff, has been transferred to Wellington. His place has been filled by Mr H. J. Godfrey, of Waipukurau. bbox=[149, 713, 279, 766]
dateline: Received June 26, 10.40 p.m. LONDON, June 26. bbox=[425, 1303, 556, 1323]
column-8 bbox=[971, 38, 1106, 1546]
wire-credit: BY TELEGRAPH—PRESS ASSOCIATION. bbox=[149, 1545, 279, 1553]
subheading: A TERRIBLE PANIC. bbox=[286, 1593, 418, 1605]
divider bbox=[155, 646, 273, 647]
dateline: WELLINGTON, June 26. bbox=[701, 1615, 832, 1625]
section-heading: IMPORTANT GOLD FIND. bbox=[286, 1016, 418, 1028]
divider bbox=[155, 1673, 273, 1674]
paragraph: The secretary to the union says the encroachment of Lascars and Chinese in the Australian trade is becoming a very disturbing element. Ships engaged in the Pacific trade found a way of signing on in the East and coming here with Chinese crews. He also complained of the competition of Norwegian vessels, with Norwegian crews, at lower rates than Australian. bbox=[286, 1419, 418, 1535]
paragraph: Many more have been arrested at Teheran. bbox=[286, 187, 418, 208]
subheading: STOCK SUFFERING SEVERELY. bbox=[286, 917, 418, 941]
dateline: Received June 26, 10.40 p.m. LONDON, June 26. bbox=[425, 1685, 556, 1705]
section-heading: METEOROLOGICAL. bbox=[149, 1532, 279, 1544]
paragraph: The Rev. John Wilson, of New Zealand, addressed the Intercolonial Congregation Conference in London on religious life and work in the colonies. bbox=[286, 1867, 418, 1920]
paragraph: Mr A. J. Balfour declared that the Bill was one of confiscation, and was hopelessly doomed to failure since it was impossible to gain a great moral end by grossly immoral means. bbox=[425, 1741, 556, 1804]
divider bbox=[292, 1538, 412, 1539]
divider bbox=[569, 110, 688, 111]
dateline: WESTPORT, June 26. bbox=[701, 218, 832, 228]
advertisement: That new piano without the name in six months' time will not be what it is now. You will simply pay more for it in the meanwhile. Why not get it at once? All you have to do is to see the Dresden Piano Company, Limited, and do the rest. There is no occasion to leave the money in hand. Under the Dresden's admirable time-payment system, the monthly payment is all that need be paid. The children are eager for a new instrument. The Dresden is unsurpassed for tone and for tone and quality. The prices are moderate. Call and obtain all particulars of our New Instruments at Palmerston North. bbox=[974, 1743, 1103, 1943]
advertisement: TUSSICURA (Wild Cherry Balm) never fails to give relief in cases of colds, coughs and colds, catarrh, etc. 1/6. bbox=[563, 1783, 694, 1825]
paragraph: Cough! Cough! Cough! Don't cough. Take TUSSICURA. Soothes the inflamed membranes. Soothing and healing. 1s 6d, 2s 6d. bbox=[149, 601, 279, 643]
paragraph: There are two reefs, fifteen feet apart. bbox=[286, 1074, 418, 1095]
paragraph: The Seamen's Union adopted resolutions complimenting Mr Winston Churchill, President of the Board of Trade, on his recent action against the employment of Chinese on British ships. bbox=[286, 1353, 418, 1416]
subheading: THANKSGIVING SERVICE AT ST. PAUL'S. bbox=[563, 1043, 694, 1067]
paragraph: In another column Mr Hugh Wilson, proprietor of the Carterton Bacon Factory, announces that he is a cash buyer of pigs on rail at 4½d per lb—weight from 110 to 160lbs. bbox=[11, 1550, 142, 1603]
wire-credit: BY TELEGRAPH—PRESS ASSOCIATION. bbox=[839, 613, 967, 621]
